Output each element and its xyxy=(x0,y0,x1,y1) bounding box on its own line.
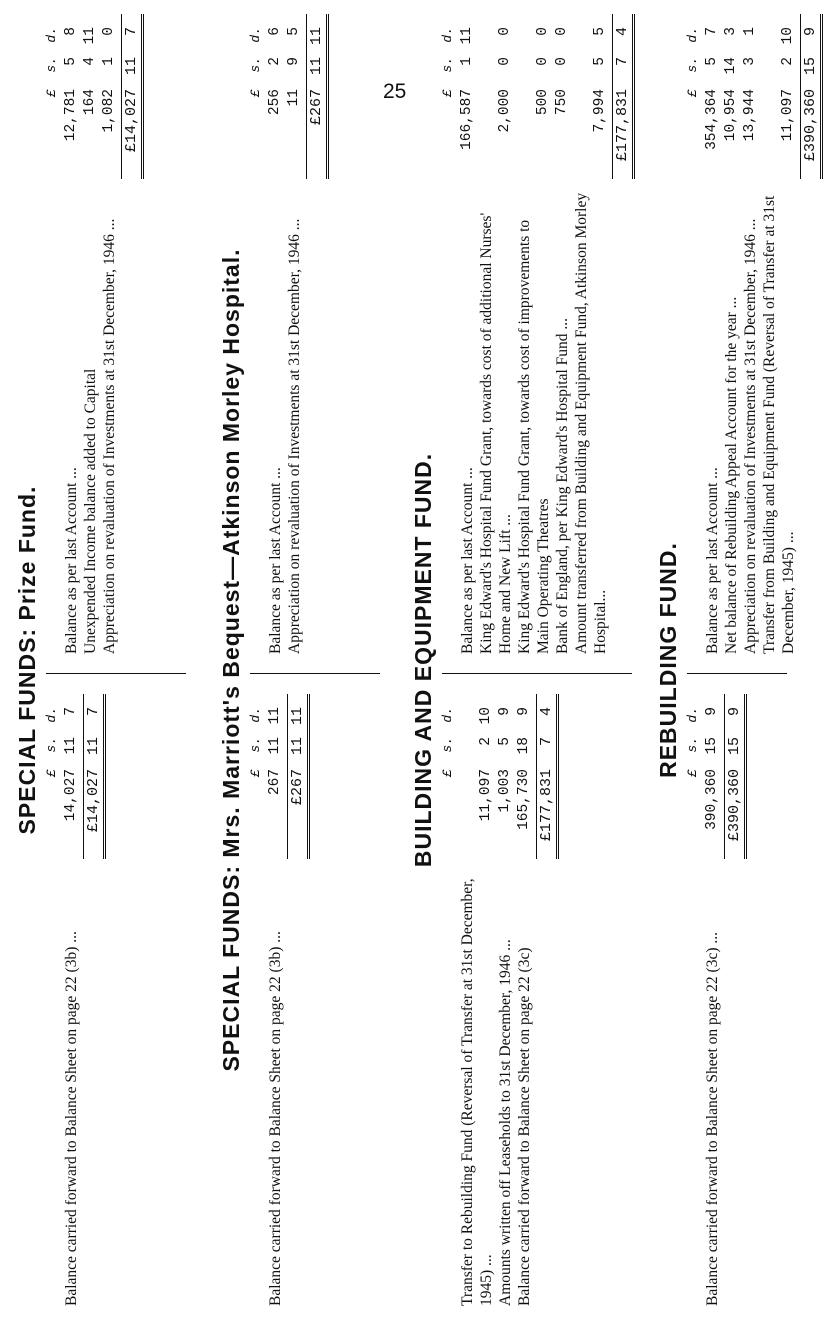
currency-shillings: s. xyxy=(685,57,700,73)
left-column xyxy=(248,694,307,1306)
total-shillings: 11 xyxy=(308,57,325,76)
currency-header xyxy=(685,14,703,654)
amount-pounds: 1,003 xyxy=(497,769,513,813)
total-pounds: £267 xyxy=(289,769,306,806)
amount-pounds: 11 xyxy=(286,89,302,107)
amount-shillings: 0 xyxy=(497,57,513,66)
ledger-label: King Edward's Hospital Fund Grant, towards cost of improvements to Main Operating Theatres xyxy=(516,219,552,654)
ledger-row xyxy=(477,14,515,654)
currency-shillings: s. xyxy=(685,737,700,753)
ledger-row xyxy=(496,694,515,1306)
fund-section xyxy=(655,0,819,1320)
amount-pounds: 267 xyxy=(267,769,283,796)
ledger-total xyxy=(722,694,744,1306)
ledger-row xyxy=(553,14,572,654)
total-shillings: 7 xyxy=(614,57,631,67)
amount-pence: 10 xyxy=(780,27,796,45)
currency-pounds: £ xyxy=(248,769,263,777)
amount-shillings: 2 xyxy=(478,737,494,746)
ledger-row xyxy=(62,694,81,1306)
amount-shillings: 9 xyxy=(286,57,302,66)
amount-pounds: 390,360 xyxy=(704,769,720,830)
currency-shillings: s. xyxy=(44,737,59,753)
amount-pence: 11 xyxy=(459,27,475,45)
currency-pence: d. xyxy=(685,707,700,723)
ledger-label: Balance carried forward to Balance Sheet on page 22 (3c) xyxy=(516,947,533,1306)
amount-pence: 5 xyxy=(286,27,302,36)
currency-pounds: £ xyxy=(685,769,700,777)
fund-section xyxy=(218,0,388,1320)
column-divider xyxy=(46,673,186,674)
amount-pence: 5 xyxy=(592,27,608,36)
total-pence: 11 xyxy=(289,707,306,726)
fund-section xyxy=(410,0,640,1320)
amount-pence: 0 xyxy=(101,27,117,36)
ledger-label: Unexpended Income balance added to Capital xyxy=(82,368,99,654)
currency-header xyxy=(248,14,266,654)
ledger-label: Balance as per last Account ... xyxy=(267,467,284,654)
amount-pounds: 166,587 xyxy=(459,89,475,150)
ledger-row xyxy=(266,14,285,654)
currency-header xyxy=(440,14,458,654)
amount-pence: 7 xyxy=(63,707,79,716)
total-pounds: £177,831 xyxy=(614,89,631,162)
section-title: BUILDING AND EQUIPMENT FUND. xyxy=(410,452,436,868)
ledger-label: King Edward's Hospital Fund Grant, towards cost of additional Nurses' Home and New Lift ... xyxy=(478,212,514,654)
ledger-total xyxy=(285,694,307,1306)
ledger-total xyxy=(304,14,326,654)
left-column xyxy=(44,694,103,1306)
amount-pounds: 13,944 xyxy=(742,89,758,142)
total-pounds: £267 xyxy=(308,89,325,126)
ledger-total xyxy=(610,14,632,654)
ledger-row xyxy=(703,694,722,1306)
amount-shillings: 11 xyxy=(63,737,79,755)
ledger-label: Balance carried forward to Balance Sheet on page 22 (3b) ... xyxy=(267,931,284,1306)
amount-pounds: 7,994 xyxy=(592,89,608,133)
ledger-label: Appreciation on revaluation of Investments at 31st December, 1946 ... xyxy=(742,218,759,654)
total-shillings: 11 xyxy=(85,737,102,756)
currency-pence: d. xyxy=(44,707,59,723)
currency-header xyxy=(440,694,458,1306)
ledger-label: Transfer from Building and Equipment Fund (Reversal of Transfer at 31st December, 1945) ... xyxy=(761,195,797,654)
section-title: SPECIAL FUNDS: Mrs. Marriott's Bequest—Atkinson Morley Hospital. xyxy=(218,248,244,1072)
amount-pounds: 10,954 xyxy=(723,89,739,142)
section-title: REBUILDING FUND. xyxy=(655,542,681,778)
amount-shillings: 5 xyxy=(63,57,79,66)
amount-pence: 7 xyxy=(704,27,720,36)
ledger-row xyxy=(100,14,119,654)
total-pence: 9 xyxy=(726,707,743,717)
total-pounds: £177,831 xyxy=(538,769,555,842)
amount-shillings: 4 xyxy=(82,57,98,66)
total-shillings: 15 xyxy=(802,57,819,76)
ledger-row xyxy=(722,14,741,654)
amount-pounds: 1,082 xyxy=(101,89,117,133)
ledger-label: Bank of England, per King Edward's Hospital Fund ... xyxy=(554,318,571,654)
total-pounds: £390,360 xyxy=(802,89,819,162)
amount-pence: 9 xyxy=(704,707,720,716)
total-shillings: 15 xyxy=(726,737,743,756)
ledger-row xyxy=(81,14,100,654)
currency-pence: d. xyxy=(440,27,455,43)
currency-header xyxy=(685,694,703,1306)
ledger-row xyxy=(572,14,610,654)
amount-pence: 0 xyxy=(497,27,513,36)
column-divider xyxy=(442,673,632,674)
currency-header xyxy=(44,14,62,654)
amount-pence: 9 xyxy=(516,707,532,716)
ledger-row xyxy=(458,14,477,654)
currency-pence: d. xyxy=(685,27,700,43)
amount-pence: 11 xyxy=(82,27,98,45)
ledger-total xyxy=(119,14,141,654)
ledger-row xyxy=(62,14,81,654)
currency-header xyxy=(44,694,62,1306)
amount-pounds: 164 xyxy=(82,89,98,116)
currency-pounds: £ xyxy=(44,769,59,777)
currency-header xyxy=(248,694,266,1306)
right-column xyxy=(685,14,820,654)
ledger-label: Balance as per last Account ... xyxy=(63,467,80,654)
section-title: SPECIAL FUNDS: Prize Fund. xyxy=(14,485,40,835)
amount-shillings: 3 xyxy=(742,57,758,66)
amount-pence: 8 xyxy=(63,27,79,36)
ledger-row xyxy=(703,14,722,654)
currency-shillings: s. xyxy=(248,57,263,73)
ledger-label: Amounts written off Leaseholds to 31st December, 1946 ... xyxy=(497,939,514,1306)
amount-shillings: 5 xyxy=(592,57,608,66)
amount-pounds: 750 xyxy=(554,89,570,116)
amount-shillings: 11 xyxy=(267,737,283,755)
ledger-label: Balance carried forward to Balance Sheet on page 22 (3b) ... xyxy=(63,931,80,1306)
ledger-total xyxy=(81,694,103,1306)
amount-pounds: 11,097 xyxy=(478,769,494,822)
total-pounds: £390,360 xyxy=(726,769,743,842)
column-divider xyxy=(250,673,380,674)
amount-shillings: 0 xyxy=(535,57,551,66)
currency-shillings: s. xyxy=(248,737,263,753)
total-pence: 7 xyxy=(123,27,140,37)
ledger-label: Net balance of Rebuilding Appeal Account for the year ... xyxy=(723,296,740,654)
total-pounds: £14,027 xyxy=(85,769,102,833)
total-shillings: 7 xyxy=(538,737,555,747)
currency-pounds: £ xyxy=(248,89,263,97)
total-pence: 4 xyxy=(614,27,631,37)
amount-shillings: 5 xyxy=(497,737,513,746)
amount-pence: 6 xyxy=(267,27,283,36)
total-pence: 11 xyxy=(308,27,325,46)
amount-shillings: 5 xyxy=(704,57,720,66)
currency-pence: d. xyxy=(44,27,59,43)
ledger-row xyxy=(285,14,304,654)
right-column xyxy=(248,14,326,654)
total-pence: 4 xyxy=(538,707,555,717)
amount-pence: 0 xyxy=(554,27,570,36)
ledger-row xyxy=(458,694,496,1306)
total-pence: 7 xyxy=(85,707,102,717)
ledger-row xyxy=(760,14,798,654)
currency-pence: d. xyxy=(440,707,455,723)
ledger-label: Balance as per last Account ... xyxy=(459,467,476,654)
column-divider xyxy=(687,673,787,674)
ledger-total xyxy=(534,694,556,1306)
amount-shillings: 15 xyxy=(704,737,720,755)
ledger-row xyxy=(741,14,760,654)
currency-pounds: £ xyxy=(440,769,455,777)
amount-pounds: 500 xyxy=(535,89,551,116)
currency-pence: d. xyxy=(248,27,263,43)
amount-pence: 10 xyxy=(478,707,494,725)
right-column xyxy=(440,14,632,654)
right-column xyxy=(44,14,141,654)
currency-pounds: £ xyxy=(685,89,700,97)
amount-pence: 9 xyxy=(497,707,513,716)
ledger-total xyxy=(798,14,820,654)
amount-pence: 11 xyxy=(267,707,283,725)
amount-pounds: 2,000 xyxy=(497,89,513,133)
amount-pounds: 354,364 xyxy=(704,89,720,150)
currency-pounds: £ xyxy=(440,89,455,97)
amount-shillings: 0 xyxy=(554,57,570,66)
total-shillings: 11 xyxy=(123,57,140,76)
total-shillings: 11 xyxy=(289,737,306,756)
ledger-row xyxy=(266,694,285,1306)
currency-pence: d. xyxy=(248,707,263,723)
amount-pounds: 165,730 xyxy=(516,769,532,830)
amount-shillings: 1 xyxy=(101,57,117,66)
currency-shillings: s. xyxy=(440,737,455,753)
amount-pounds: 11,097 xyxy=(780,89,796,142)
amount-shillings: 1 xyxy=(459,57,475,66)
currency-shillings: s. xyxy=(44,57,59,73)
total-pounds: £14,027 xyxy=(123,89,140,153)
currency-shillings: s. xyxy=(440,57,455,73)
total-pence: 9 xyxy=(802,27,819,37)
amount-pence: 1 xyxy=(742,27,758,36)
fund-section xyxy=(14,0,194,1320)
amount-shillings: 18 xyxy=(516,737,532,755)
currency-pounds: £ xyxy=(44,89,59,97)
amount-pounds: 14,027 xyxy=(63,769,79,822)
ledger-label: Balance carried forward to Balance Sheet on page 22 (3c) ... xyxy=(704,932,721,1306)
ledger-label: Appreciation on revaluation of Investments at 31st December, 1946 ... xyxy=(286,218,303,654)
page-number: 25 xyxy=(383,80,407,103)
ledger-label: Amount transferred from Building and Equipment Fund, Atkinson Morley Hospital... xyxy=(573,192,609,654)
amount-pounds: 256 xyxy=(267,89,283,116)
ledger-label: Balance as per last Account ... xyxy=(704,467,721,654)
amount-shillings: 14 xyxy=(723,57,739,75)
amount-pounds: 12,781 xyxy=(63,89,79,142)
ledger-row xyxy=(515,14,553,654)
ledger-row xyxy=(515,694,534,1306)
ledger-label: Appreciation on revaluation of Investments at 31st December, 1946 ... xyxy=(101,218,118,654)
left-column xyxy=(685,694,744,1306)
amount-pence: 3 xyxy=(723,27,739,36)
amount-shillings: 2 xyxy=(780,57,796,66)
amount-shillings: 2 xyxy=(267,57,283,66)
ledger-label: Transfer to Rebuilding Fund (Reversal of Transfer at 31st December, 1945) ... xyxy=(459,878,495,1306)
left-column xyxy=(440,694,556,1306)
amount-pence: 0 xyxy=(535,27,551,36)
